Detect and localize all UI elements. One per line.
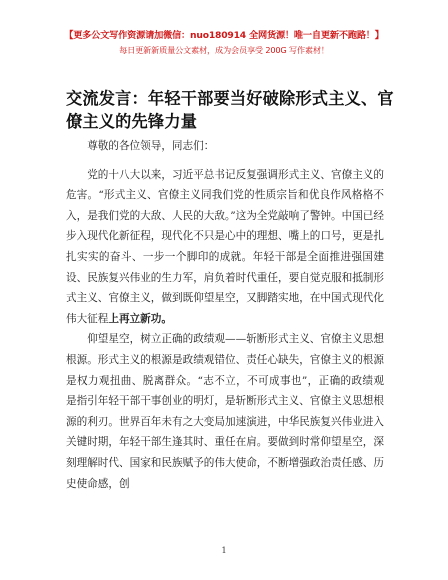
greeting: 尊敬的各位领导，同志们： (87, 140, 215, 152)
paragraph-1 (66, 165, 384, 330)
paragraph-2: 仰望星空，树立正确的政绩观——斩断形式主义、官僚主义思想根源。形式主义的根源是政绩观错位、责任心缺失，官僚主义的根源是权力观扭曲、脱离群众。“志不立，不可成事也”，正确的政绩观是指引年轻干部干事创业的明灯，是斩断形式主义、官僚主义思想根源的利刃。世界百年未有之大变局加速演进，中华民族复兴伟业进入关键时期，年轻干部生逢其时、重任在肩。要做到时常仰望星空，深刻理解时代、国家和民族赋予的伟大使命，不断增强政治责任感、历史使命感，创 (66, 333, 384, 490)
promo-banner (0, 30, 448, 56)
paragraph-1-bold-text: 上再立新功。 (108, 312, 172, 325)
document-body (66, 136, 384, 494)
promo-banner-line2: 每日更新新质量公文素材，成为会员享受 200G 写作素材！ (119, 45, 329, 55)
paragraph-1-text: 党的十八大以来，习近平总书记反复强调形式主义、官僚主义的危害。“形式主义、官僚主义同我们党的性质宗旨和优良作风格格不入，是我们党的大敌、人民的大敌。”这为全党敲响了警钟。中国已经步入现代化新征程，现代化不只是心中的理想、嘴上的口号，更是扎扎实实的奋斗、一步一个脚印的成就。年轻干部是全面推进强国建设、民族复兴伟业的生力军，肩负着时代重任，要自觉克服和抵制形式主义、官僚主义，做到既仰望星空，又脚踏实地，在中国式现代化伟大征程 (66, 168, 384, 325)
page-number: 1 (221, 546, 227, 555)
document-title: 交流发言：年轻干部要当好破除形式主义、官僚主义的先锋力量 (66, 89, 394, 131)
promo-banner-line1: 【更多公文写作资源请加微信：nuo180914 全网货源！唯一自更新不跑路！】 (64, 30, 384, 41)
